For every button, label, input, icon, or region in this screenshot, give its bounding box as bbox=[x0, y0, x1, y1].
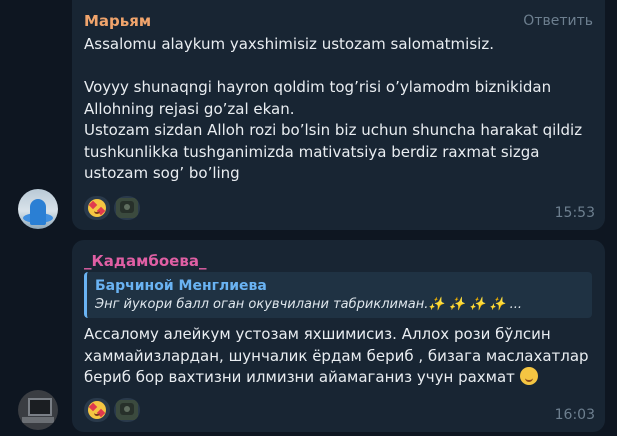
reply-quote[interactable] bbox=[84, 272, 592, 318]
smiling-face-with-hearts-icon bbox=[88, 199, 106, 217]
reaction-hearts[interactable] bbox=[84, 398, 110, 422]
quote-author: Барчиной Менглиева bbox=[95, 278, 267, 294]
reaction-hearts[interactable] bbox=[84, 196, 110, 220]
reactions-bar bbox=[84, 196, 140, 220]
sticker-icon bbox=[116, 198, 138, 218]
smiling-face-with-hearts-icon bbox=[88, 401, 106, 419]
reaction-sticker[interactable] bbox=[114, 398, 140, 422]
sender-name[interactable]: _Кадамбоева_ bbox=[84, 252, 207, 270]
sticker-icon bbox=[116, 400, 138, 420]
avatar[interactable] bbox=[18, 390, 58, 430]
message-bubble-2[interactable] bbox=[72, 240, 605, 432]
sender-name[interactable]: Марьям bbox=[84, 12, 152, 30]
avatar[interactable] bbox=[18, 189, 58, 229]
message-bubble-1[interactable] bbox=[72, 0, 605, 230]
quote-text: Энг йукори балл оган окувчилани табриклиман.✨ ✨ ✨ ✨ ... bbox=[95, 297, 523, 312]
reaction-sticker[interactable] bbox=[114, 196, 140, 220]
message-time: 16:03 bbox=[554, 407, 595, 423]
message-text bbox=[84, 324, 595, 389]
smiling-face-icon bbox=[520, 367, 538, 385]
reactions-bar bbox=[84, 398, 140, 422]
message-time: 15:53 bbox=[554, 205, 595, 221]
message-text: Assalomu alaykum yaxshimisiz ustozam salomatmisiz. Voyyy shunaqngi hayron qoldim tog’risi o’ylamodm biznikidan Allohning rejasi go’zal ekan. Ustozam sizdan Alloh rozi bo’lsin biz uchun shuncha harakat qildiz tushkunlikka tushganimizda mativatsiya berdiz raxmat sizga ustozam sog’ bo’ling bbox=[84, 35, 583, 182]
reply-button[interactable]: Ответить bbox=[523, 13, 593, 29]
message-text-body: Ассалому алейкум устозам яхшимисиз. Аллох рози бўлсин хаммайизлардан, шунчалик ёрдам бериб , бизага маслахатлар бериб бор вахтизни илмизни айамаганиз учун рахмат bbox=[84, 325, 589, 386]
